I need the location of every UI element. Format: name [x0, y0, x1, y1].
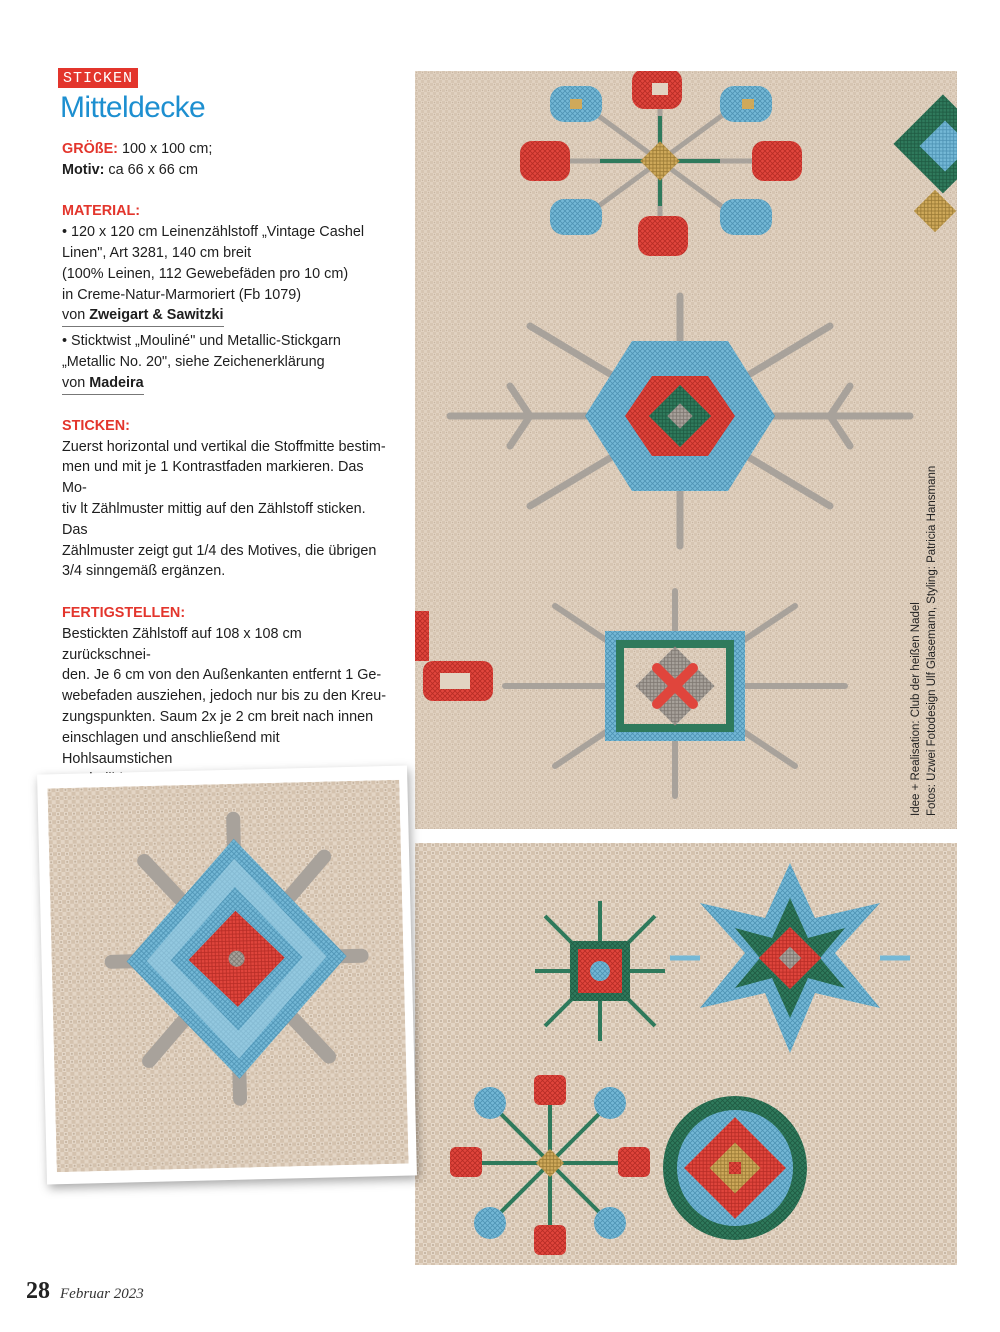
- instructions-column: [62, 139, 390, 832]
- supplier-prefix: von: [62, 374, 90, 391]
- finish-line: webefaden ausziehen, jedoch nur bis zu den Kreu-: [62, 688, 387, 705]
- finish-line: den. Je 6 cm von den Außenkanten entfernt 1 Ge-: [62, 667, 382, 684]
- embroider-line: Zuerst horizontal und vertikal die Stoffmitte bestim-: [62, 438, 386, 455]
- size-line: [62, 139, 390, 160]
- material-supplier: [62, 305, 390, 327]
- embroider-heading: STICKEN:: [62, 417, 130, 434]
- issue-label: Februar 2023: [60, 1286, 144, 1302]
- section-tag: STICKEN: [58, 68, 138, 88]
- photo-four-motifs: [415, 843, 957, 1265]
- detail-photo-image: [47, 780, 408, 1172]
- page-footer: [26, 1278, 144, 1305]
- material-line: (100% Leinen, 112 Gewebefäden pro 10 cm): [62, 265, 349, 282]
- article-title: Mitteldecke: [60, 91, 206, 124]
- material-line: • 120 x 120 cm Leinenzählstoff „Vintage Cashel: [62, 224, 365, 241]
- photo-tablecloth-closeup: [415, 71, 957, 829]
- photo-credits: [908, 396, 948, 816]
- embroider-line: 3/4 sinngemäß ergänzen.: [62, 563, 226, 580]
- photo-detail-polaroid: [37, 766, 417, 1185]
- finish-line: Bestickten Zählstoff auf 108 x 108 cm zurückschnei-: [62, 625, 302, 663]
- finish-line: einschlagen und anschließend mit Hohlsaumstichen: [62, 729, 280, 767]
- material-line: Linen", Art 3281, 140 cm breit: [62, 244, 252, 261]
- finish-line: zungspunkten. Saum 2x je 2 cm breit nach innen: [62, 708, 374, 725]
- supplier-prefix: von: [62, 307, 90, 324]
- motif-label: Motiv:: [62, 161, 105, 178]
- size-label: GRÖßE:: [62, 141, 118, 157]
- supplier-brand: Zweigart & Sawitzki: [89, 307, 224, 324]
- material-line: „Metallic No. 20", siehe Zeichenerklärung: [62, 354, 325, 371]
- material-supplier: [62, 373, 390, 395]
- size-value: 100 x 100 cm;: [117, 141, 213, 157]
- motif-value: ca 66 x 66 cm: [104, 161, 198, 178]
- embroider-line: men und mit je 1 Kontrastfaden markieren. Das Mo-: [62, 459, 364, 497]
- supplier-brand: Madeira: [89, 374, 144, 391]
- embroider-line: Zählmuster zeigt gut 1/4 des Motives, die übrigen: [62, 542, 377, 559]
- material-heading: MATERIAL:: [62, 203, 141, 220]
- credit-idea: Idee + Realisation: Club der heißen Nadel: [910, 602, 922, 816]
- embroider-line: tiv lt Zählmuster mittig auf den Zählstoff sticken. Das: [62, 500, 366, 538]
- page-number: 28: [26, 1278, 50, 1304]
- credit-photos: Fotos: Uzwei Fotodesign Ulf Glasemann, Styling: Patricia Hansmann: [926, 465, 938, 816]
- motif-line: [62, 160, 390, 181]
- finish-heading: FERTIGSTELLEN:: [62, 604, 186, 621]
- material-line: • Sticktwist „Mouliné" und Metallic-Stickgarn: [62, 333, 341, 350]
- material-line: in Creme-Natur-Marmoriert (Fb 1079): [62, 286, 302, 303]
